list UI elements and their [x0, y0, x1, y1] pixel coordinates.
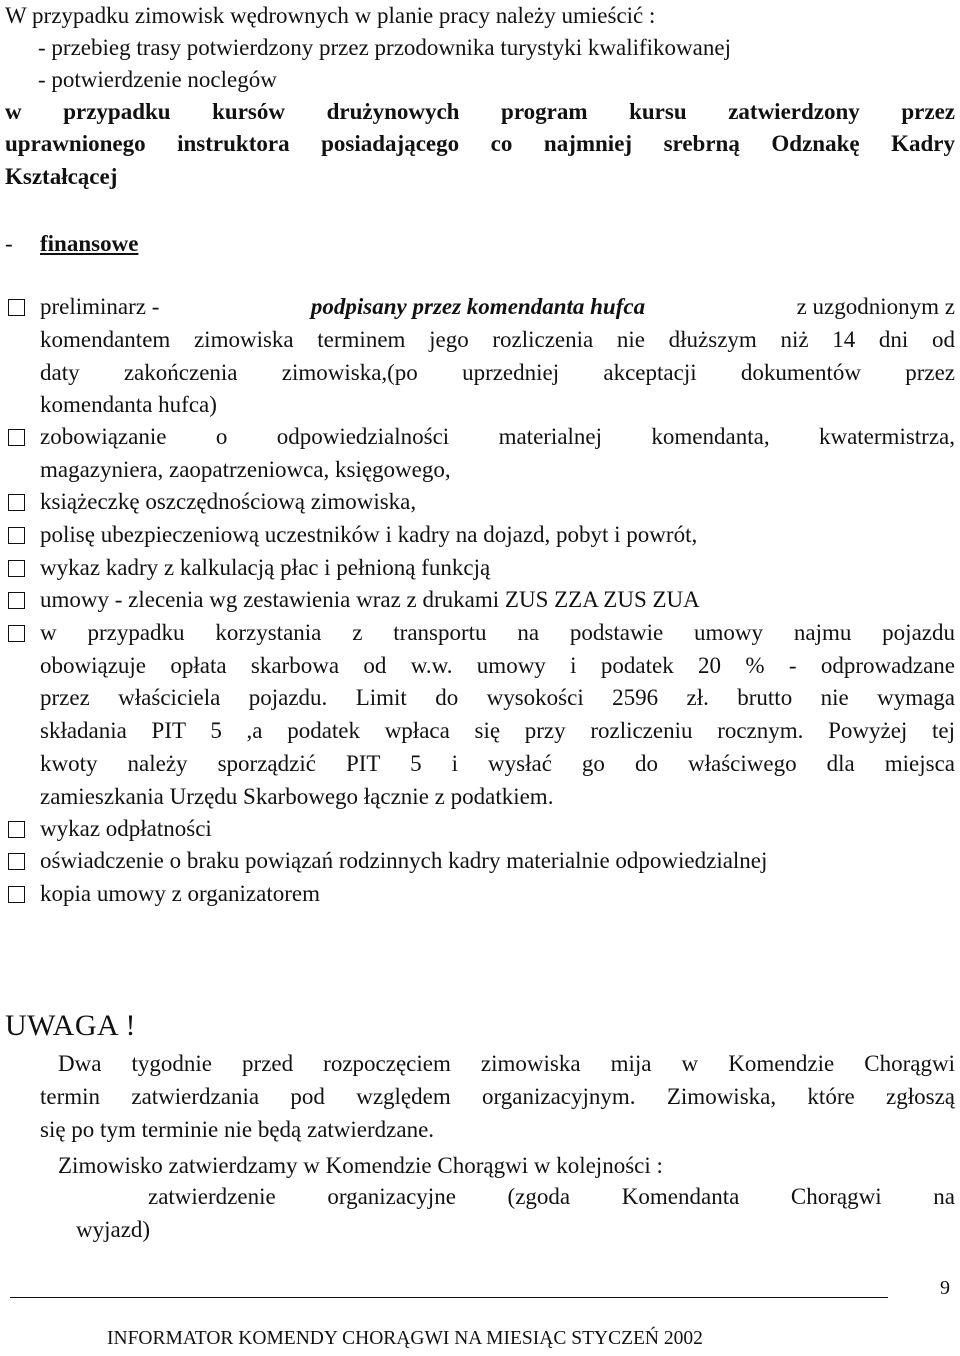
staff-list: wykaz kadry z kalkulacją płac i pełnioną funkcją — [40, 555, 491, 580]
notice-p1-line-3: się po tym terminie nie będą zatwierdzane. — [40, 1117, 435, 1142]
checkbox-icon — [8, 494, 25, 511]
transport-line-5: kwoty należy sporządzić PIT 5 i wysłać go do właściwego dla miejsca — [40, 751, 955, 776]
prelim-line-1 — [40, 291, 955, 324]
intro-line-3: - potwierdzenie noclegów — [38, 67, 277, 92]
savings-book: książeczkę oszczędnościową zimowiska, — [40, 489, 417, 514]
courses-line-2: uprawnionego instruktora posiadającego co najmniej srebrną Odznakę Kadry — [5, 131, 955, 156]
courses-line-1: w przypadku kursów drużynowych program kursu zatwierdzony przez — [5, 99, 955, 124]
prelim-line-3: daty zakończenia zimowiska,(po uprzedniej akceptacji dokumentów przez — [40, 360, 955, 385]
finance-heading: finansowe — [40, 231, 139, 256]
transport-line-3: przez właściciela pojazdu. Limit do wysokości 2596 zł. brutto nie wymaga — [40, 685, 955, 710]
fees-list: wykaz odpłatności — [40, 816, 212, 841]
notice-p1-line-2: termin zatwierdzania pod względem organizacyjnym. Zimowiska, które zgłoszą — [40, 1084, 955, 1109]
courses-line-3: Kształcącej — [5, 164, 118, 189]
checkbox-icon — [8, 299, 25, 316]
checkbox-icon — [8, 560, 25, 577]
prelim-line-4: komendanta hufca) — [40, 392, 217, 417]
obligation-line-2: magazyniera, zaopatrzeniowca, księgowego, — [40, 457, 451, 482]
checkbox-icon — [8, 625, 25, 642]
notice-p1-line-1: Dwa tygodnie przed rozpoczęciem zimowiska mija w Komendzie Chorągwi — [58, 1051, 955, 1076]
transport-line-6: zamieszkania Urzędu Skarbowego łącznie z podatkiem. — [40, 784, 554, 809]
contract-copy: kopia umowy z organizatorem — [40, 881, 320, 906]
footer-separator — [10, 1297, 888, 1298]
notice-p2-line-3: wyjazd) — [76, 1217, 151, 1242]
checkbox-icon — [8, 853, 25, 870]
transport-line-1: w przypadku korzystania z transportu na podstawie umowy najmu pojazdu — [40, 620, 955, 645]
footer-title: INFORMATOR KOMENDY CHORĄGWI NA MIESIĄC STYCZEŃ 2002 — [107, 1328, 703, 1349]
insurance-policy: polisę ubezpieczeniową uczestników i kadry na dojazd, pobyt i powrót, — [40, 522, 698, 547]
notice-p2-line-1: Zimowisko zatwierdzamy w Komendzie Chorągwi w kolejności : — [58, 1153, 663, 1178]
checkbox-icon — [8, 527, 25, 544]
prelim-agreed: z uzgodnionym z — [796, 294, 955, 319]
prelim-label: preliminarz - — [40, 294, 160, 319]
checkbox-icon — [8, 592, 25, 609]
family-statement: oświadczenie o braku powiązań rodzinnych kadry materialnie odpowiedzialnej — [40, 848, 768, 873]
notice-p2-line-2: zatwierdzenie organizacyjne (zgoda Komendanta Chorągwi na — [148, 1184, 955, 1209]
prelim-signed: podpisany przez komendanta hufca — [310, 294, 646, 319]
transport-line-2: obowiązuje opłata skarbowa od w.w. umowy i podatek 20 % - odprowadzane — [40, 653, 955, 678]
notice-heading: UWAGA ! — [5, 1009, 136, 1042]
intro-line-2: - przebieg trasy potwierdzony przez przodownika turystyki kwalifikowanej — [38, 35, 731, 60]
obligation-line-1: zobowiązanie o odpowiedzialności materialnej komendanta, kwatermistrza, — [40, 424, 955, 449]
checkbox-icon — [8, 886, 25, 903]
checkbox-icon — [8, 429, 25, 446]
finance-dash: - — [5, 231, 13, 256]
prelim-line-2: komendantem zimowiska terminem jego rozliczenia nie dłuższym niż 14 dni od — [40, 327, 955, 352]
transport-line-4: składania PIT 5 ,a podatek wpłaca się przy rozliczeniu rocznym. Powyżej tej — [40, 718, 955, 743]
contracts: umowy - zlecenia wg zestawienia wraz z drukami ZUS ZZA ZUS ZUA — [40, 587, 700, 612]
intro-line-1: W przypadku zimowisk wędrownych w planie pracy należy umieścić : — [5, 3, 656, 28]
checkbox-icon — [8, 821, 25, 838]
page-number: 9 — [940, 1277, 950, 1299]
